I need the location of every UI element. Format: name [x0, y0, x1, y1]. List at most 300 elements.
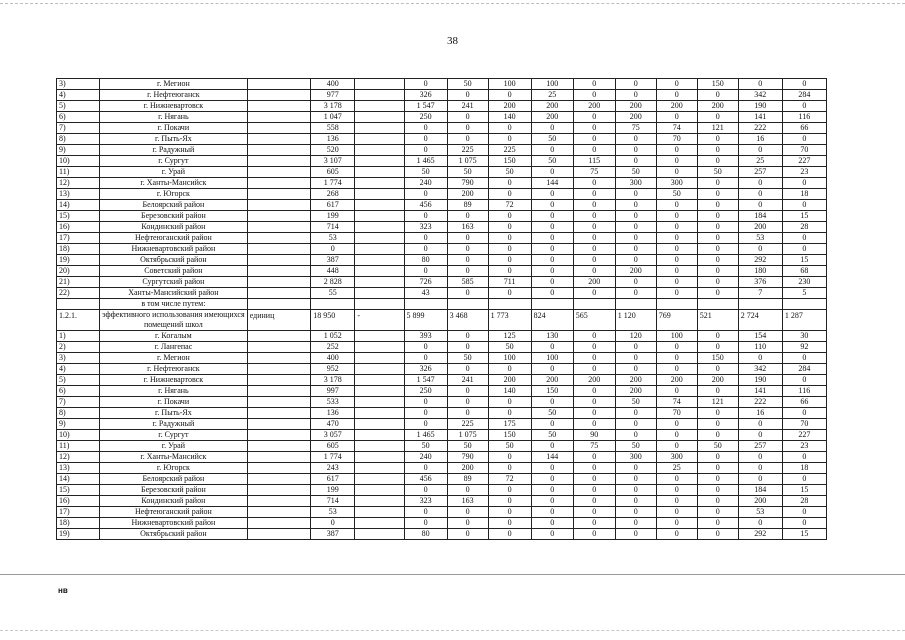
value-cell: 241	[447, 375, 488, 386]
value-cell: 0	[697, 507, 738, 518]
table-row	[57, 386, 827, 397]
value-cell: 0	[447, 397, 488, 408]
value-cell: 121	[697, 397, 738, 408]
unit-cell: единиц	[247, 310, 311, 331]
value-cell: 0	[782, 101, 826, 112]
value-cell: 0	[531, 277, 573, 288]
value-cell	[355, 222, 404, 233]
value-cell: 0	[488, 211, 531, 222]
table-row	[57, 145, 827, 156]
row-name-cell: Нефтеюганский район	[100, 507, 248, 518]
value-cell: 100	[488, 353, 531, 364]
row-index-cell: 18)	[57, 518, 100, 529]
value-cell	[782, 299, 826, 310]
value-cell: 0	[615, 244, 656, 255]
value-cell: 144	[531, 452, 573, 463]
value-cell: 0	[615, 222, 656, 233]
value-cell: 0	[573, 529, 615, 540]
value-cell: 605	[311, 167, 355, 178]
unit-cell	[247, 123, 311, 134]
value-cell	[355, 189, 404, 200]
row-index-cell: 9)	[57, 419, 100, 430]
value-cell: 0	[531, 189, 573, 200]
value-cell: 0	[404, 485, 447, 496]
value-cell: 0	[488, 233, 531, 244]
table-row	[57, 189, 827, 200]
value-cell	[738, 299, 782, 310]
value-cell: 1 465	[404, 430, 447, 441]
value-cell: 284	[782, 90, 826, 101]
value-cell: 0	[697, 277, 738, 288]
value-cell: 28	[782, 222, 826, 233]
table-row	[57, 255, 827, 266]
value-cell: 0	[656, 244, 697, 255]
value-cell: 2 828	[311, 277, 355, 288]
value-cell	[355, 474, 404, 485]
scan-edge-lower	[0, 630, 905, 631]
value-cell: 18 950	[311, 310, 355, 331]
unit-cell	[247, 485, 311, 496]
unit-cell	[247, 441, 311, 452]
table-row	[57, 353, 827, 364]
value-cell: 200	[573, 277, 615, 288]
value-cell: 0	[615, 200, 656, 211]
value-cell: 0	[656, 112, 697, 123]
value-cell: 0	[531, 463, 573, 474]
value-cell: 1 052	[311, 331, 355, 342]
value-cell: 0	[573, 233, 615, 244]
value-cell	[355, 288, 404, 299]
value-cell	[615, 299, 656, 310]
value-cell: 89	[447, 474, 488, 485]
value-cell: 0	[488, 90, 531, 101]
unit-cell	[247, 244, 311, 255]
value-cell: 200	[615, 266, 656, 277]
value-cell: 1 287	[782, 310, 826, 331]
value-cell: 0	[488, 364, 531, 375]
table-row	[57, 485, 827, 496]
value-cell: 0	[656, 255, 697, 266]
value-cell: 0	[697, 222, 738, 233]
row-name-cell: г. Пыть-Ях	[100, 134, 248, 145]
value-cell: 0	[615, 79, 656, 90]
unit-cell	[247, 156, 311, 167]
value-cell: 1 774	[311, 178, 355, 189]
unit-cell	[247, 79, 311, 90]
value-cell	[404, 299, 447, 310]
unit-cell	[247, 364, 311, 375]
row-name-cell: эффективного использования имеющихся помещений школ	[100, 310, 248, 331]
value-cell: 121	[697, 123, 738, 134]
value-cell: 2 724	[738, 310, 782, 331]
value-cell: 0	[573, 145, 615, 156]
value-cell: 136	[311, 134, 355, 145]
table-row	[57, 123, 827, 134]
value-cell: 0	[404, 145, 447, 156]
value-cell: 0	[531, 288, 573, 299]
row-name-cell: г. Пыть-Ях	[100, 408, 248, 419]
data-table	[56, 78, 827, 540]
value-cell: 1 047	[311, 112, 355, 123]
value-cell: 72	[488, 200, 531, 211]
value-cell: 0	[782, 233, 826, 244]
value-cell: 144	[531, 178, 573, 189]
value-cell: 0	[573, 397, 615, 408]
table-row	[57, 101, 827, 112]
value-cell: 0	[656, 90, 697, 101]
value-cell: 116	[782, 112, 826, 123]
table-row	[57, 507, 827, 518]
value-cell: 241	[447, 101, 488, 112]
value-cell: 0	[615, 364, 656, 375]
value-cell: 75	[573, 441, 615, 452]
value-cell: 0	[782, 353, 826, 364]
value-cell: 15	[782, 255, 826, 266]
row-name-cell: г. Урай	[100, 441, 248, 452]
table-row	[57, 178, 827, 189]
table-row	[57, 518, 827, 529]
value-cell: 605	[311, 441, 355, 452]
value-cell	[355, 211, 404, 222]
value-cell: 150	[697, 79, 738, 90]
value-cell: 0	[615, 189, 656, 200]
value-cell	[355, 496, 404, 507]
scan-edge-bottom	[0, 574, 905, 575]
value-cell: 0	[447, 485, 488, 496]
value-cell: 0	[531, 200, 573, 211]
unit-cell	[247, 507, 311, 518]
value-cell: 0	[656, 485, 697, 496]
value-cell: 0	[782, 474, 826, 485]
value-cell: 0	[697, 452, 738, 463]
unit-cell	[247, 353, 311, 364]
value-cell: 0	[488, 134, 531, 145]
value-cell: 43	[404, 288, 447, 299]
value-cell: 0	[531, 266, 573, 277]
value-cell: 50	[656, 189, 697, 200]
value-cell: 520	[311, 145, 355, 156]
value-cell: 387	[311, 529, 355, 540]
value-cell: 0	[697, 430, 738, 441]
unit-cell	[247, 134, 311, 145]
row-name-cell: г. Ханты-Мансийск	[100, 178, 248, 189]
value-cell: 50	[447, 167, 488, 178]
value-cell: 0	[615, 518, 656, 529]
value-cell: 5 899	[404, 310, 447, 331]
value-cell: 0	[738, 353, 782, 364]
value-cell: 0	[488, 463, 531, 474]
unit-cell	[247, 408, 311, 419]
row-index-cell: 11)	[57, 167, 100, 178]
value-cell: 3 107	[311, 156, 355, 167]
row-name-cell: г. Радужный	[100, 419, 248, 430]
table-row	[57, 441, 827, 452]
value-cell: 0	[697, 364, 738, 375]
value-cell: 0	[697, 90, 738, 101]
value-cell: 0	[488, 178, 531, 189]
value-cell: 0	[615, 496, 656, 507]
value-cell: 70	[656, 408, 697, 419]
value-cell: 0	[656, 342, 697, 353]
unit-cell	[247, 496, 311, 507]
unit-cell	[247, 112, 311, 123]
value-cell	[355, 342, 404, 353]
value-cell	[355, 529, 404, 540]
value-cell: 790	[447, 178, 488, 189]
value-cell: 565	[573, 310, 615, 331]
value-cell: 16	[738, 408, 782, 419]
value-cell: 50	[615, 397, 656, 408]
value-cell: 0	[404, 266, 447, 277]
value-cell: 0	[697, 112, 738, 123]
value-cell: 0	[573, 211, 615, 222]
unit-cell	[247, 518, 311, 529]
row-index-cell: 8)	[57, 408, 100, 419]
value-cell: 0	[488, 255, 531, 266]
table-row	[57, 222, 827, 233]
value-cell	[355, 200, 404, 211]
value-cell: 252	[311, 342, 355, 353]
row-index-cell: 17)	[57, 507, 100, 518]
value-cell: 0	[615, 288, 656, 299]
value-cell: 342	[738, 90, 782, 101]
value-cell	[355, 452, 404, 463]
value-cell: 0	[656, 222, 697, 233]
row-index-cell: 4)	[57, 364, 100, 375]
unit-cell	[247, 222, 311, 233]
value-cell: 0	[697, 156, 738, 167]
value-cell: 68	[782, 266, 826, 277]
value-cell: 0	[573, 90, 615, 101]
value-cell: 136	[311, 408, 355, 419]
value-cell: 150	[697, 353, 738, 364]
value-cell	[355, 145, 404, 156]
value-cell: 116	[782, 386, 826, 397]
value-cell: 0	[447, 112, 488, 123]
value-cell: 0	[656, 496, 697, 507]
row-name-cell: г. Радужный	[100, 145, 248, 156]
table-row	[57, 496, 827, 507]
value-cell	[355, 112, 404, 123]
value-cell: 53	[738, 507, 782, 518]
value-cell: 0	[404, 463, 447, 474]
unit-cell	[247, 255, 311, 266]
value-cell: 200	[531, 375, 573, 386]
value-cell: 0	[488, 123, 531, 134]
value-cell: 0	[573, 474, 615, 485]
value-cell: 0	[656, 518, 697, 529]
value-cell: 0	[488, 244, 531, 255]
value-cell: 0	[573, 331, 615, 342]
value-cell: 199	[311, 211, 355, 222]
value-cell: 0	[573, 189, 615, 200]
value-cell	[355, 364, 404, 375]
unit-cell	[247, 331, 311, 342]
row-name-cell: г. Покачи	[100, 123, 248, 134]
value-cell: 0	[656, 288, 697, 299]
value-cell	[531, 299, 573, 310]
table-row	[57, 90, 827, 101]
value-cell: 243	[311, 463, 355, 474]
unit-cell	[247, 90, 311, 101]
value-cell: 326	[404, 364, 447, 375]
value-cell: 0	[697, 419, 738, 430]
value-cell: 70	[782, 419, 826, 430]
value-cell: 0	[738, 79, 782, 90]
value-cell: -	[355, 310, 404, 331]
row-name-cell: г. Югорск	[100, 463, 248, 474]
value-cell: 0	[488, 529, 531, 540]
value-cell	[355, 167, 404, 178]
row-name-cell: Нижневартовский район	[100, 244, 248, 255]
value-cell: 200	[697, 375, 738, 386]
value-cell: 0	[615, 430, 656, 441]
value-cell: 0	[573, 342, 615, 353]
value-cell: 0	[656, 156, 697, 167]
row-index-cell: 6)	[57, 386, 100, 397]
value-cell: 0	[697, 496, 738, 507]
value-cell: 75	[615, 123, 656, 134]
row-name-cell: г. Покачи	[100, 397, 248, 408]
unit-cell	[247, 266, 311, 277]
value-cell: 0	[615, 408, 656, 419]
row-name-cell: Белоярский район	[100, 474, 248, 485]
value-cell	[355, 353, 404, 364]
value-cell: 50	[404, 167, 447, 178]
value-cell: 50	[488, 342, 531, 353]
value-cell: 0	[447, 288, 488, 299]
row-name-cell: Кондинский район	[100, 496, 248, 507]
row-name-cell: Нефтеюганский район	[100, 233, 248, 244]
unit-cell	[247, 288, 311, 299]
value-cell: 0	[573, 288, 615, 299]
value-cell: 125	[488, 331, 531, 342]
value-cell: 0	[573, 485, 615, 496]
value-cell: 100	[531, 353, 573, 364]
value-cell: 50	[697, 167, 738, 178]
value-cell: 0	[531, 222, 573, 233]
value-cell: 0	[782, 244, 826, 255]
value-cell: 558	[311, 123, 355, 134]
unit-cell	[247, 299, 311, 310]
value-cell: 222	[738, 123, 782, 134]
table-row	[57, 419, 827, 430]
value-cell: 0	[697, 408, 738, 419]
value-cell: 387	[311, 255, 355, 266]
value-cell: 140	[488, 112, 531, 123]
row-index-cell: 14)	[57, 474, 100, 485]
value-cell: 199	[311, 485, 355, 496]
value-cell	[355, 430, 404, 441]
value-cell: 0	[697, 200, 738, 211]
value-cell: 0	[447, 331, 488, 342]
value-cell: 323	[404, 496, 447, 507]
value-cell: 0	[573, 112, 615, 123]
value-cell: 240	[404, 452, 447, 463]
value-cell: 0	[697, 134, 738, 145]
value-cell: 0	[697, 233, 738, 244]
value-cell: 0	[404, 342, 447, 353]
value-cell: 200	[447, 189, 488, 200]
value-cell: 25	[656, 463, 697, 474]
value-cell: 70	[782, 145, 826, 156]
value-cell: 30	[782, 331, 826, 342]
value-cell: 0	[531, 255, 573, 266]
value-cell: 617	[311, 200, 355, 211]
value-cell: 7	[738, 288, 782, 299]
value-cell: 3 468	[447, 310, 488, 331]
value-cell: 0	[782, 408, 826, 419]
value-cell: 0	[488, 408, 531, 419]
value-cell: 50	[615, 441, 656, 452]
unit-cell	[247, 375, 311, 386]
table-row	[57, 200, 827, 211]
value-cell: 225	[447, 145, 488, 156]
row-name-cell: Нижневартовский район	[100, 518, 248, 529]
value-cell: 50	[697, 441, 738, 452]
value-cell: 0	[782, 518, 826, 529]
value-cell: 184	[738, 211, 782, 222]
value-cell	[355, 255, 404, 266]
value-cell: 115	[573, 156, 615, 167]
value-cell: 0	[697, 386, 738, 397]
value-cell: 0	[488, 452, 531, 463]
value-cell	[355, 266, 404, 277]
value-cell: 141	[738, 386, 782, 397]
value-cell: 200	[656, 375, 697, 386]
table-row	[57, 277, 827, 288]
value-cell: 0	[447, 134, 488, 145]
value-cell: 53	[738, 233, 782, 244]
value-cell: 100	[656, 331, 697, 342]
row-name-cell: г. Когалым	[100, 331, 248, 342]
value-cell: 0	[531, 397, 573, 408]
value-cell: 0	[311, 244, 355, 255]
row-name-cell: Сургутский район	[100, 277, 248, 288]
row-name-cell: г. Нягань	[100, 112, 248, 123]
unit-cell	[247, 200, 311, 211]
value-cell: 92	[782, 342, 826, 353]
value-cell	[355, 441, 404, 452]
table-row	[57, 375, 827, 386]
value-cell: 50	[447, 353, 488, 364]
value-cell: 74	[656, 397, 697, 408]
value-cell: 50	[531, 156, 573, 167]
value-cell: 268	[311, 189, 355, 200]
value-cell: 0	[573, 496, 615, 507]
value-cell: 0	[656, 145, 697, 156]
table-row	[57, 244, 827, 255]
value-cell: 18	[782, 189, 826, 200]
value-cell	[355, 375, 404, 386]
value-cell: 977	[311, 90, 355, 101]
value-cell	[355, 397, 404, 408]
value-cell: 0	[447, 266, 488, 277]
page-number: 38	[447, 35, 458, 47]
value-cell: 0	[531, 145, 573, 156]
value-cell: 15	[782, 211, 826, 222]
value-cell: 456	[404, 200, 447, 211]
value-cell: 0	[573, 266, 615, 277]
row-index-cell: 18)	[57, 244, 100, 255]
value-cell: 0	[488, 397, 531, 408]
unit-cell	[247, 277, 311, 288]
row-index-cell: 8)	[57, 134, 100, 145]
row-index-cell: 2)	[57, 342, 100, 353]
value-cell: 0	[697, 211, 738, 222]
row-name-cell: в том числе путем:	[100, 299, 248, 310]
value-cell: 0	[697, 485, 738, 496]
